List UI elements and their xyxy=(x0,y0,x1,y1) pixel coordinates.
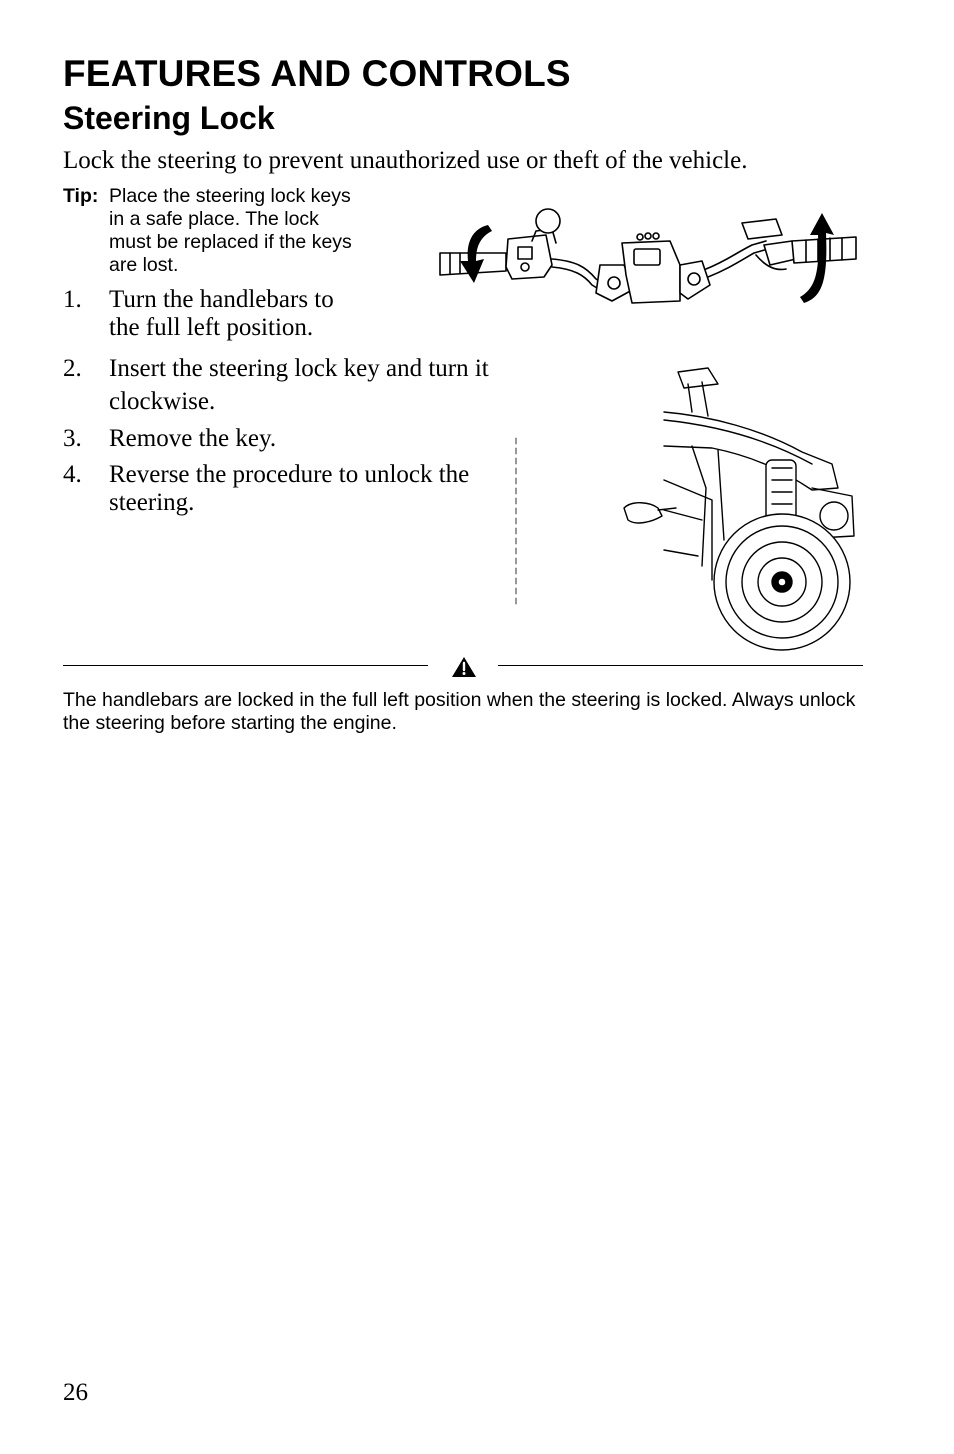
tip-label: Tip: xyxy=(63,185,99,207)
step-number: 3. xyxy=(63,425,82,452)
warning-text: The handlebars are locked in the full left position when the steering is locked. Always unlock the steering before starting the engine. xyxy=(63,689,856,734)
step-text: Remove the key. xyxy=(109,425,277,452)
tip-text: Place the steering lock keys in a safe place. The lock must be replaced if the keys are lost. xyxy=(109,185,352,276)
vehicle-front-illustration xyxy=(512,360,868,652)
handlebar-illustration xyxy=(436,205,860,317)
step-text: Insert the steering lock key and turn it clockwise. xyxy=(109,355,489,415)
warning-triangle-icon xyxy=(451,656,477,678)
step-number: 2. xyxy=(63,355,82,382)
section-title: FEATURES AND CONTROLS xyxy=(63,53,571,94)
list-item xyxy=(63,425,483,453)
subsection-title: Steering Lock xyxy=(63,100,275,136)
intro-paragraph: Lock the steering to prevent unauthorized use or theft of the vehicle. xyxy=(63,147,748,174)
warning-divider-right xyxy=(498,665,863,666)
list-item xyxy=(63,461,479,517)
step-number: 4. xyxy=(63,461,82,488)
warning-divider-left xyxy=(63,665,428,666)
list-item xyxy=(63,286,369,342)
list-item xyxy=(63,352,489,418)
step-text: Reverse the procedure to unlock the steering. xyxy=(109,461,470,516)
tip-note xyxy=(63,185,363,277)
step-text: Turn the handlebars to the full left position. xyxy=(109,286,334,341)
steps-list xyxy=(63,286,489,517)
page-number: 26 xyxy=(63,1379,88,1406)
step-number: 1. xyxy=(63,286,82,313)
